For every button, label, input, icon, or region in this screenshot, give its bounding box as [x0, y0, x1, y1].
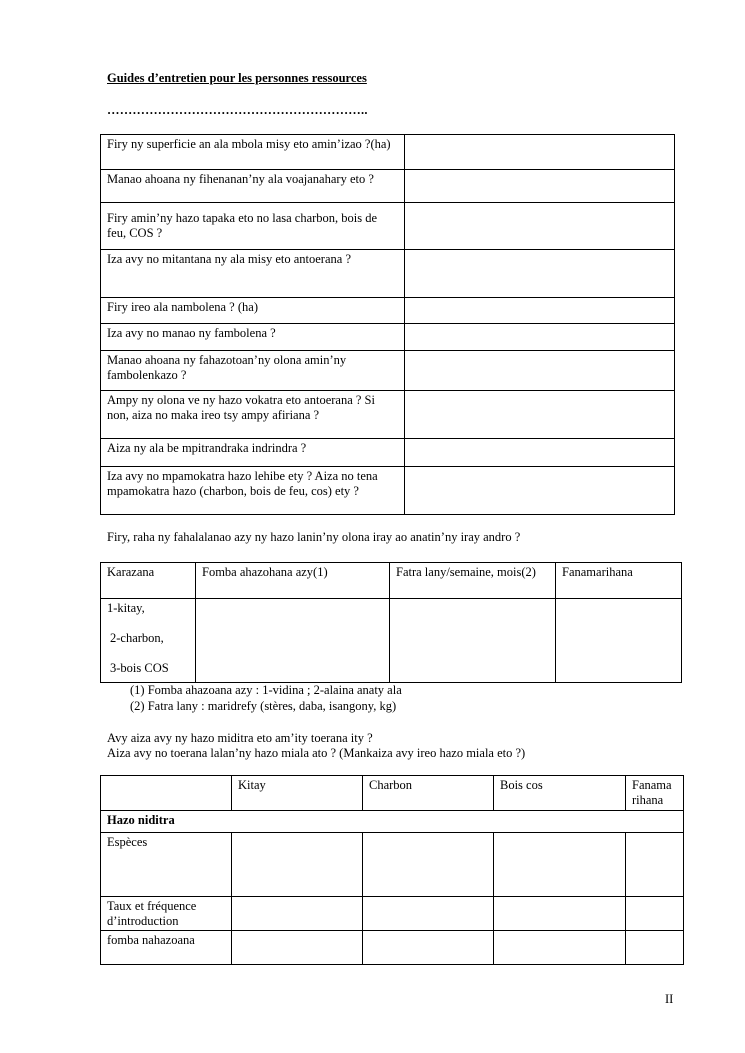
type-item: 2-charbon,	[110, 631, 164, 645]
answer-cell[interactable]	[556, 599, 682, 683]
row-label: Taux et fréquence d’introduction	[101, 897, 232, 931]
column-header: Fatra lany/semaine, mois(2)	[390, 563, 556, 599]
type-list-cell	[101, 599, 196, 683]
answer-cell[interactable]	[405, 250, 675, 298]
answer-cell[interactable]	[626, 897, 684, 931]
table-notes	[130, 682, 402, 714]
column-header: Karazana	[101, 563, 196, 599]
answer-cell[interactable]	[363, 897, 494, 931]
answer-cell[interactable]	[405, 170, 675, 203]
answer-cell[interactable]	[405, 351, 675, 391]
wood-destination-question: Aiza avy no toerana lalan’ny hazo miala ato ? (Mankaiza avy ireo hazo miala eto ?)	[107, 746, 526, 760]
consumption-question: Firy, raha ny fahalalanao azy ny hazo lanin’ny olona iray ao anatin’ny iray andro ?	[107, 530, 521, 544]
answer-cell[interactable]	[196, 599, 390, 683]
page-number: II	[665, 992, 674, 1006]
question-cell: Aiza ny ala be mpitrandraka indrindra ?	[101, 439, 405, 467]
note-item: (2) Fatra lany : maridrefy (stères, daba, isangony, kg)	[130, 699, 397, 713]
answer-cell[interactable]	[390, 599, 556, 683]
column-header: Kitay	[232, 776, 363, 811]
document-title: Guides d’entretien pour les personnes ressources	[107, 71, 367, 85]
type-item: 1-kitay,	[107, 601, 145, 615]
row-label: fomba nahazoana	[101, 931, 232, 965]
note-item: (1) Fomba ahazoana azy : 1-vidina ; 2-alaina anaty ala	[130, 683, 402, 697]
column-header	[101, 776, 232, 811]
column-header: Fanamarihana	[556, 563, 682, 599]
wood-flow-table	[100, 775, 684, 965]
column-header: Charbon	[363, 776, 494, 811]
row-label: Espèces	[101, 833, 232, 897]
answer-cell[interactable]	[494, 833, 626, 897]
answer-cell[interactable]	[405, 135, 675, 170]
answer-cell[interactable]	[405, 203, 675, 250]
question-cell: Firy ny superficie an ala mbola misy eto amin’izao ?(ha)	[101, 135, 405, 170]
answer-cell[interactable]	[232, 897, 363, 931]
answer-cell[interactable]	[494, 931, 626, 965]
column-header: Fanama rihana	[626, 776, 684, 811]
question-cell: Iza avy no mpamokatra hazo lehibe ety ? Aiza no tena mpamokatra hazo (charbon, bois de feu, cos) ety ?	[101, 467, 405, 515]
resource-questions-table	[100, 134, 675, 515]
answer-cell[interactable]	[494, 897, 626, 931]
answer-cell[interactable]	[363, 931, 494, 965]
question-cell: Iza avy no manao ny fambolena ?	[101, 324, 405, 351]
column-header: Bois cos	[494, 776, 626, 811]
answer-cell[interactable]	[363, 833, 494, 897]
column-header: Fomba ahazohana azy(1)	[196, 563, 390, 599]
dotted-line: ……………………………………………………..	[107, 103, 368, 117]
question-cell: Manao ahoana ny fahazotoan’ny olona amin’ny fambolenkazo ?	[101, 351, 405, 391]
section-header: Hazo niditra	[101, 811, 684, 833]
answer-cell[interactable]	[232, 833, 363, 897]
answer-cell[interactable]	[232, 931, 363, 965]
answer-cell[interactable]	[405, 467, 675, 515]
answer-cell[interactable]	[626, 931, 684, 965]
question-cell: Ampy ny olona ve ny hazo vokatra eto antoerana ? Si non, aiza no maka ireo tsy ampy afiriana ?	[101, 391, 405, 439]
answer-cell[interactable]	[405, 324, 675, 351]
wood-origin-question: Avy aiza avy ny hazo miditra eto am’ity toerana ity ?	[107, 731, 373, 745]
answer-cell[interactable]	[405, 391, 675, 439]
answer-cell[interactable]	[405, 439, 675, 467]
answer-cell[interactable]	[405, 298, 675, 324]
question-cell: Firy amin’ny hazo tapaka eto no lasa charbon, bois de feu, COS ?	[101, 203, 405, 250]
question-cell: Iza avy no mitantana ny ala misy eto antoerana ?	[101, 250, 405, 298]
question-cell: Manao ahoana ny fihenanan’ny ala voajanahary eto ?	[101, 170, 405, 203]
answer-cell[interactable]	[626, 833, 684, 897]
question-cell: Firy ireo ala nambolena ? (ha)	[101, 298, 405, 324]
wood-consumption-table	[100, 562, 682, 683]
type-item: 3-bois COS	[110, 661, 169, 675]
